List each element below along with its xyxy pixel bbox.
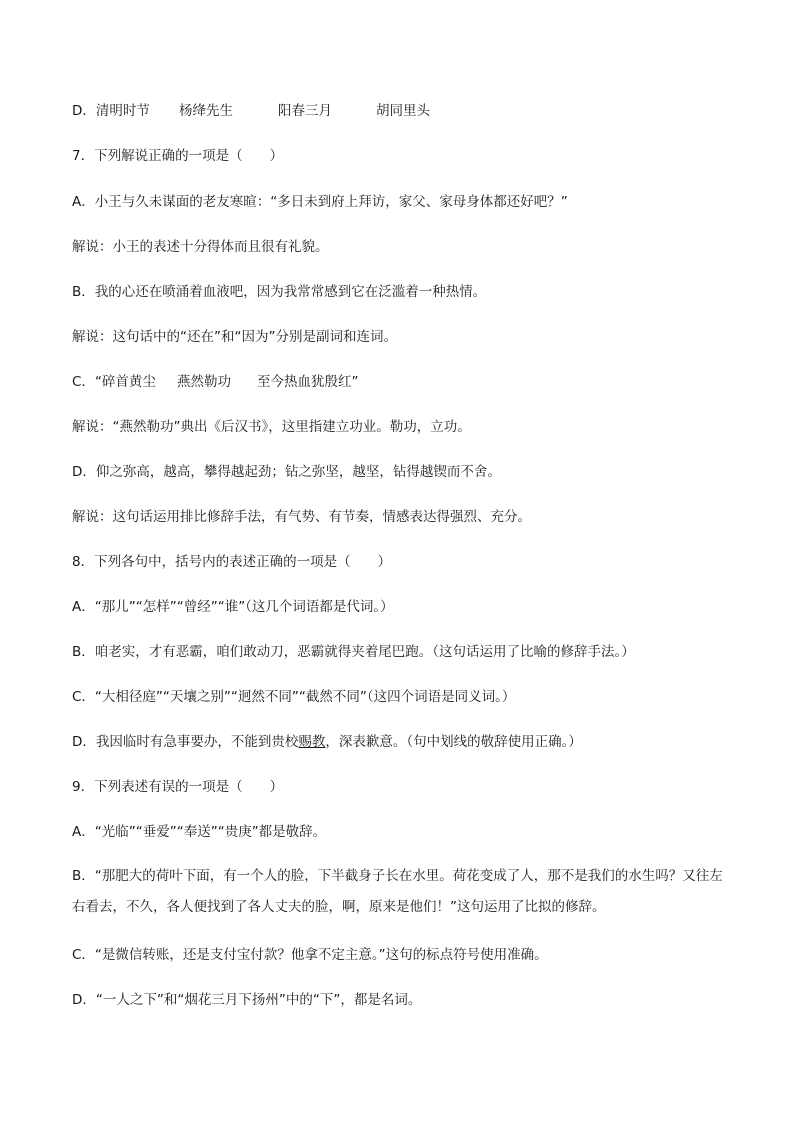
q8-option-d-part-1: D．我因临时有急事要办，不能到贵校 <box>72 734 299 750</box>
q7-option-c-part-1: C．“碎首黄尘 <box>72 374 156 390</box>
q7-option-b-explanation: 解说：这句话中的“还在”和“因为”分别是副词和连词。 <box>72 329 397 345</box>
q7-option-c-part-3: 至今热血犹殷红” <box>257 374 359 390</box>
option-d-line-q6 <box>72 101 732 121</box>
option-d-q6-item-4: 胡同里头 <box>376 103 430 119</box>
q7-option-d-explanation: 解说：这句话运用排比修辞手法，有气势、有节奏，情感表达得强烈、充分。 <box>72 509 531 525</box>
q7-option-b: B．我的心还在喷涌着血液吧，因为我常常感到它在泛滥着一种热情。 <box>72 284 487 300</box>
q8-option-d <box>72 732 732 752</box>
q7-option-d: D．仰之弥高，越高，攀得越起劲；钻之弥坚，越坚，钻得越锲而不舍。 <box>72 464 501 480</box>
q8-option-c: C．“大相径庭”“天壤之别”“迥然不同”“截然不同”（这四个词语是同义词。） <box>72 689 516 705</box>
q7-option-a-explanation: 解说：小王的表述十分得体而且很有礼貌。 <box>72 239 329 255</box>
q7-option-c-part-2: 燕然勒功 <box>177 374 231 390</box>
q7-option-a: A．小王与久未谋面的老友寒暄：“多日未到府上拜访，家父、家母身体都还好吧？” <box>72 194 568 210</box>
question-8-stem: 8．下列各句中，括号内的表述正确的一项是（ ） <box>72 554 392 570</box>
q7-option-c <box>72 372 732 392</box>
q9-option-c: C．“是微信转账，还是支付宝付款？他拿不定主意。”这句的标点符号使用准确。 <box>72 947 548 963</box>
q8-option-d-underlined-word: 赐教 <box>298 734 326 750</box>
question-7-stem: 7．下列解说正确的一项是（ ） <box>72 148 284 164</box>
q8-option-b: B．咱老实，才有恶霸，咱们敢动刀，恶霸就得夹着尾巴跑。（这句话运用了比喻的修辞手法。） <box>72 644 635 660</box>
option-d-q6-item-2: 杨绛先生 <box>179 103 233 119</box>
q9-option-a: A．“光临”“垂爱”“奉送”“贵庚”都是敬辞。 <box>72 824 327 840</box>
q7-option-c-explanation: 解说：“燕然勒功”典出《后汉书》，这里指建立功业。勒功，立功。 <box>72 419 471 435</box>
q8-option-a: A．“那儿”“怎样”“曾经”“谁”（这几个词语都是代词。） <box>72 599 394 615</box>
question-9-stem: 9．下列表述有误的一项是（ ） <box>72 779 284 795</box>
option-d-q6-item-3: 阳春三月 <box>278 103 332 119</box>
q8-option-d-part-2: ，深表歉意。（句中划线的敬辞使用正确。） <box>325 734 582 750</box>
option-d-q6-item-1: D．清明时节 <box>72 103 150 119</box>
q9-option-d: D．“一人之下”和“烟花三月下扬州”中的“下”，都是名词。 <box>72 992 422 1008</box>
q9-option-b: B．“那肥大的荷叶下面，有一个人的脸，下半截身子长在水里。荷花变成了人，那不是我们的水生吗？又往左右看去，不久，各人便找到了各人丈夫的脸，啊，原来是他们！”这句运用了比拟的修辞。 <box>72 868 723 915</box>
